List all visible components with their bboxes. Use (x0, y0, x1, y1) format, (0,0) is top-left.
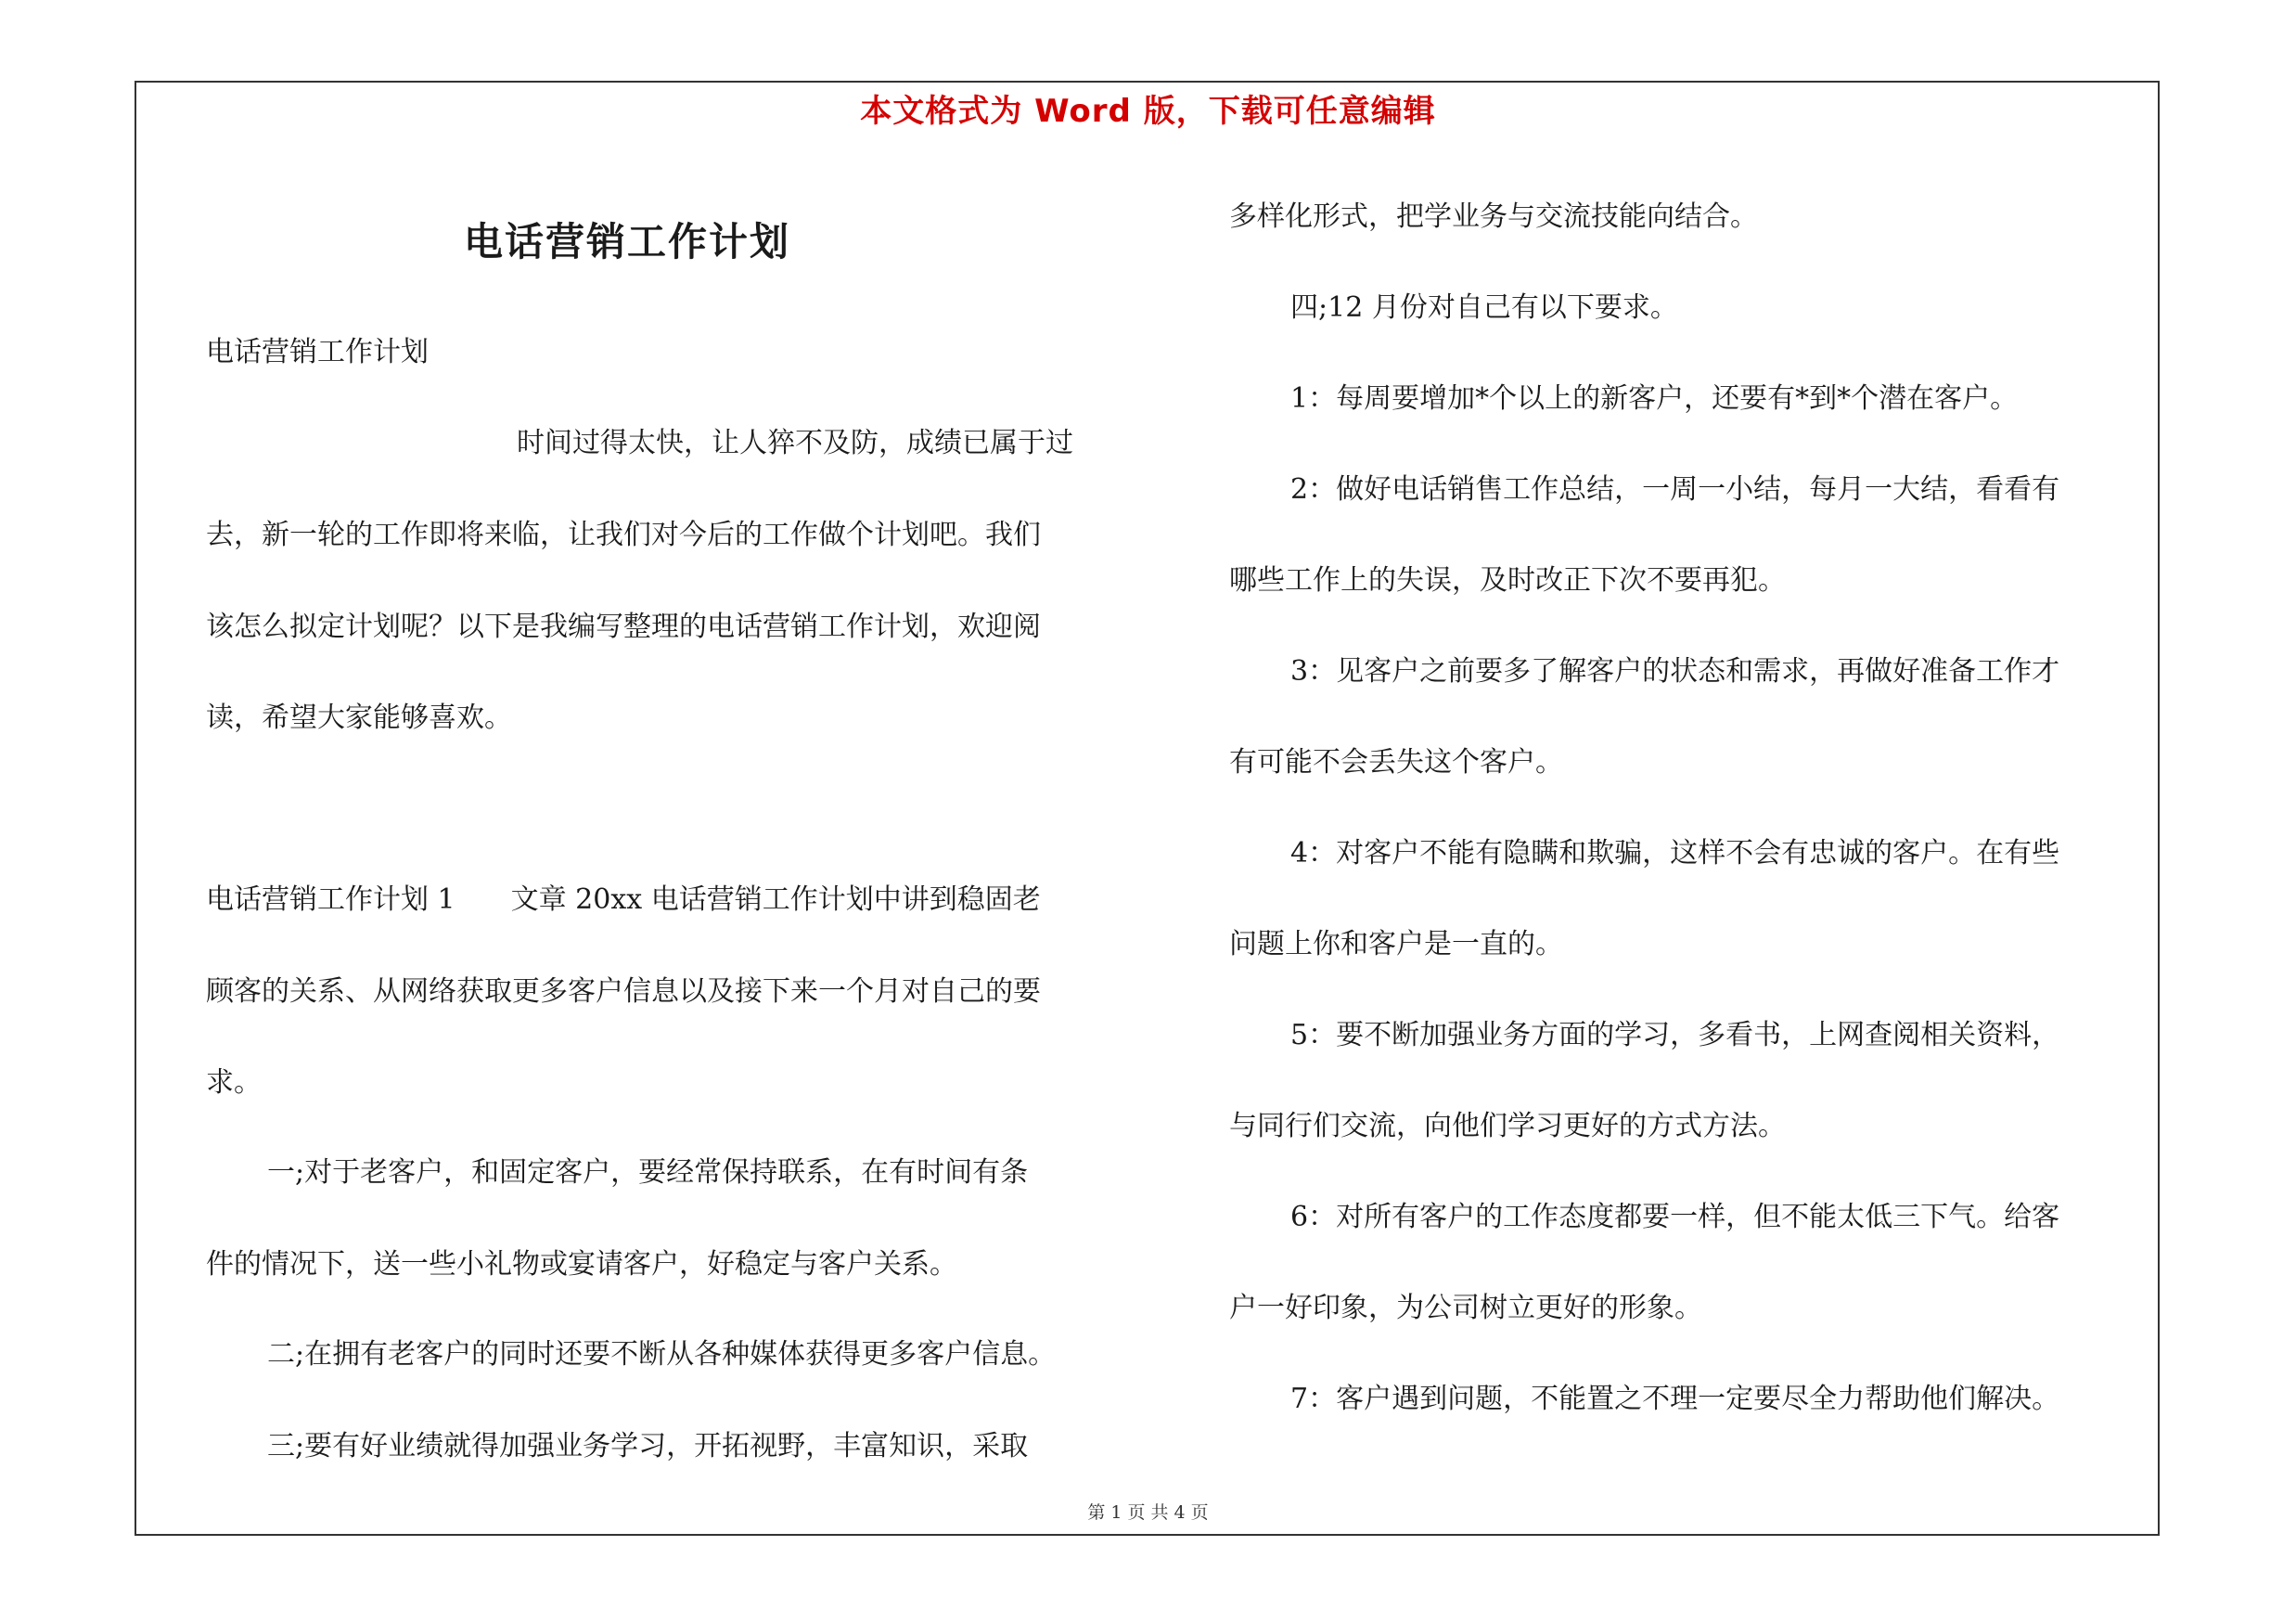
text-line: 与同行们交流，向他们学习更好的方式方法。 (1229, 1110, 1786, 1142)
document-title: 电话营销工作计划 (464, 219, 791, 264)
text-line: 哪些工作上的失误，及时改正下次不要再犯。 (1229, 564, 1786, 597)
text-line: 电话营销工作计划 (206, 336, 429, 368)
text-line: 7：客户遇到问题，不能置之不理一定要尽全力帮助他们解决。 (1290, 1383, 2060, 1415)
text-line: 6：对所有客户的工作态度都要一样，但不能太低三下气。给客 (1290, 1201, 2060, 1233)
text-line: 顾客的关系、从网络获取更多客户信息以及接下来一个月对自己的要 (206, 975, 1041, 1008)
text-line: 4：对客户不能有隐瞒和欺骗，这样不会有忠诚的客户。在有些 (1290, 837, 2060, 869)
text-line: 多样化形式，把学业务与交流技能向结合。 (1229, 200, 1758, 233)
text-line: 该怎么拟定计划呢？以下是我编写整理的电话营销工作计划，欢迎阅 (206, 611, 1041, 643)
text-line: 读，希望大家能够喜欢。 (206, 702, 512, 734)
page-number: 第 1 页 共 4 页 (1087, 1502, 1209, 1523)
format-banner: 本文格式为 Word 版，下载可任意编辑 (860, 93, 1436, 130)
text-line: 3：见客户之前要多了解客户的状态和需求，再做好准备工作才 (1290, 655, 2060, 688)
page-border (135, 81, 2160, 1536)
text-line: 去，新一轮的工作即将来临，让我们对今后的工作做个计划吧。我们 (206, 519, 1041, 551)
text-line: 四;12 月份对自己有以下要求。 (1290, 291, 1678, 324)
text-line: 时间过得太快，让人猝不及防，成绩已属于过 (517, 427, 1073, 459)
text-line: 一;对于老客户，和固定客户，要经常保持联系，在有时间有条 (267, 1156, 1029, 1189)
text-line: 电话营销工作计划 1 文章 20xx 电话营销工作计划中讲到稳固老 (206, 883, 1041, 916)
text-line: 有可能不会丢失这个客户。 (1229, 746, 1563, 779)
text-line: 三;要有好业绩就得加强业务学习，开拓视野，丰富知识，采取 (267, 1430, 1029, 1462)
text-line: 户一好印象，为公司树立更好的形象。 (1229, 1292, 1702, 1324)
text-line: 问题上你和客户是一直的。 (1229, 928, 1563, 960)
text-line: 件的情况下，送一些小礼物或宴请客户，好稳定与客户关系。 (206, 1248, 957, 1281)
text-line: 2：做好电话销售工作总结，一周一小结，每月一大结，看看有 (1290, 473, 2060, 506)
text-line: 求。 (206, 1066, 262, 1099)
text-line: 二;在拥有老客户的同时还要不断从各种媒体获得更多客户信息。 (267, 1338, 1057, 1371)
text-line: 5：要不断加强业务方面的学习，多看书，上网查阅相关资料， (1290, 1019, 2060, 1051)
text-line: 1：每周要增加*个以上的新客户，还要有*到*个潜在客户。 (1290, 382, 2019, 415)
